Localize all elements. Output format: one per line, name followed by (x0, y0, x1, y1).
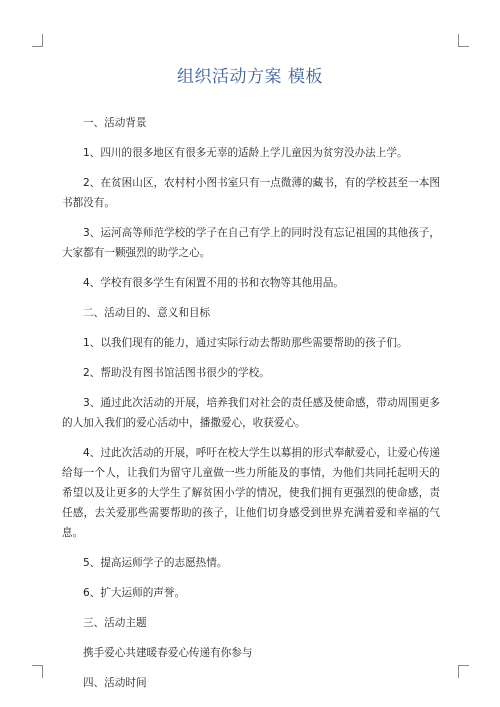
background-item-2: 2、在贫困山区，农村村小图书室只有一点微薄的藏书，有的学校甚至一本图书都没有。 (62, 177, 440, 209)
background-item-1: 1、四川的很多地区有很多无辜的适龄上学儿童因为贫穷没办法上学。 (83, 147, 408, 159)
background-item-3: 3、运河高等师范学校的学子在自己有学上的同时没有忘记祖国的其他孩子，大家都有一颗强烈的助学之心。 (62, 227, 440, 259)
crop-mark-top-right (458, 34, 469, 47)
purpose-item-4: 4、过此次活动的开展，呼吁在校大学生以募捐的形式奉献爱心，让爱心传递给每一个人，让我们为留守儿童做一些力所能及的事情，为他们共同托起明天的希望以及让更多的大学生了解贫困小学的情况，使我们拥有更强烈的使命感，责任感，去关爱那些需要帮助的孩子，让他们切身感受到世界充满着爱和幸福的气息。 (62, 447, 440, 539)
document-title: 组织活动方案 模板 (177, 67, 323, 87)
crop-mark-top-left (32, 34, 43, 47)
section-heading-background: 一、活动背景 (83, 117, 147, 129)
purpose-item-5: 5、提高运师学子的志愿热情。 (83, 557, 228, 569)
purpose-item-3: 3、通过此次活动的开展，培养我们对社会的责任感及使命感，带动周围更多的人加入我们的爱心活动中，播撒爱心，收获爱心。 (62, 397, 440, 429)
theme-text: 携手爱心共建暖春爱心传递有你参与 (83, 647, 253, 659)
crop-mark-bottom-right (458, 665, 469, 678)
purpose-item-2: 2、帮助没有图书馆活图书很少的学校。 (83, 367, 270, 379)
purpose-item-6: 6、扩大运师的声誉。 (83, 587, 186, 599)
section-heading-time: 四、活动时间 (83, 677, 147, 689)
crop-mark-bottom-left (32, 665, 43, 678)
background-item-4: 4、学校有很多学生有闲置不用的书和衣物等其他用品。 (83, 277, 344, 289)
section-heading-purpose: 二、活动目的、意义和目标 (83, 307, 211, 319)
purpose-item-1: 1、以我们现有的能力，通过实际行动去帮助那些需要帮助的孩子们。 (83, 337, 408, 349)
section-heading-theme: 三、活动主题 (83, 617, 147, 629)
document-body (62, 113, 440, 703)
